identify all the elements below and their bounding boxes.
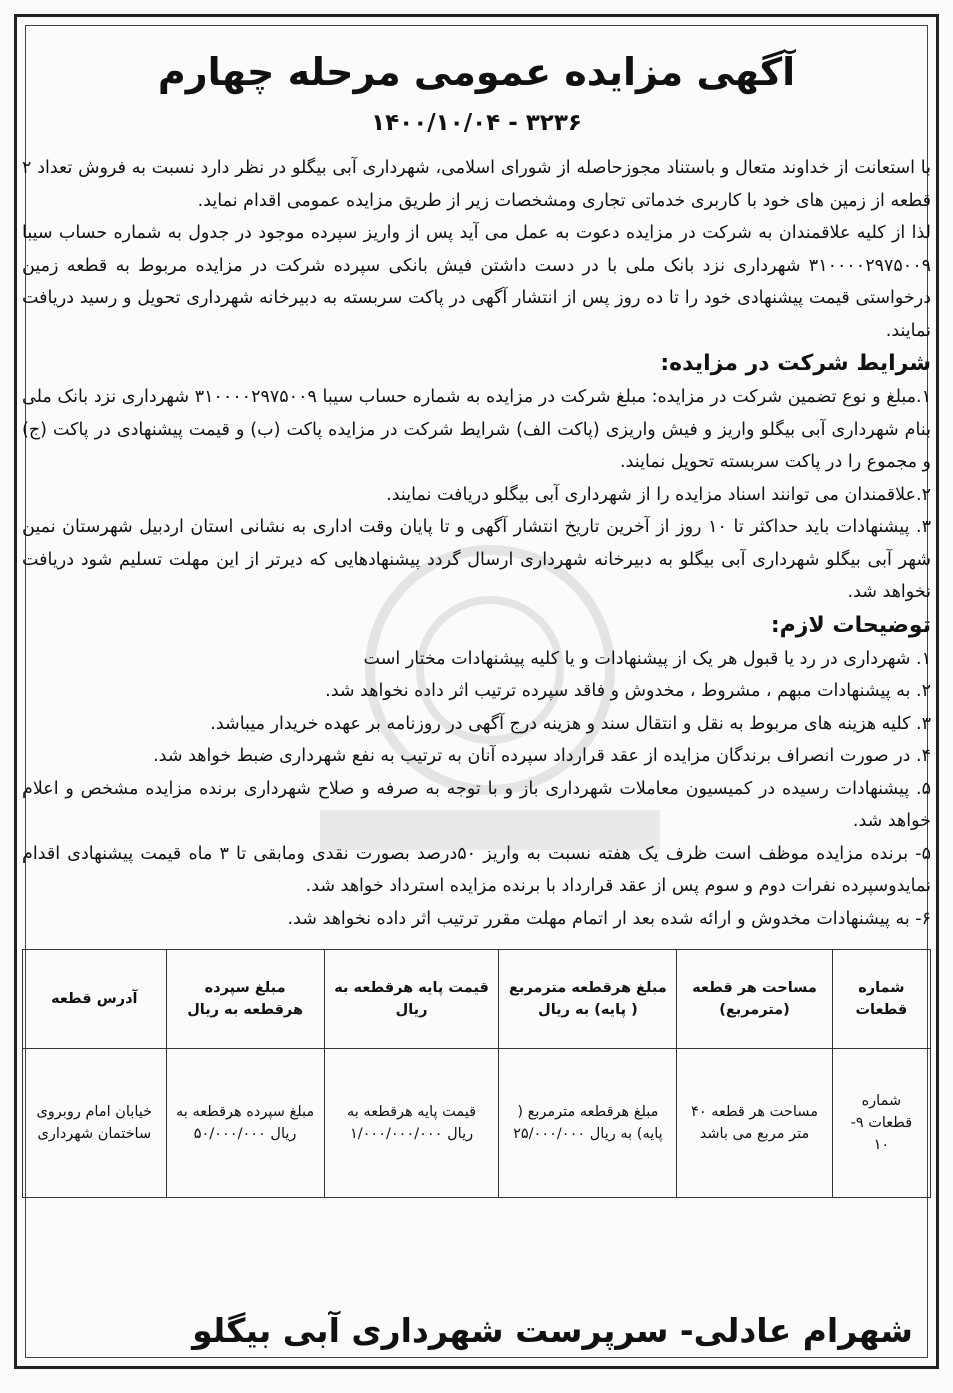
lots-table [22,949,931,1198]
header-base-price: قیمت پایه هرقطعه به ریال [324,950,499,1049]
note-item: ۳. کلیه هزینه های مربوط به نقل و انتقال سند و هزینه درج آگهی در روزنامه بر عهده خریدار میباشد. [210,713,931,734]
condition-item: ۲.علاقمندان می توانند اسناد مزایده را از شهرداری آبی بیگلو دریافت نمایند. [386,484,931,505]
cell-price-per-sqm: مبلغ هرقطعه مترمربع ( پایه) به ریال ۲۵/۰۰۰/۰۰۰ [499,1049,677,1198]
cell-base-price: قیمت پایه هرقطعه به ریال ۱/۰۰۰/۰۰۰/۰۰۰ [324,1049,499,1198]
note-item: ۶- به پیشنهادات مخدوش و ارائه شده بعد ار اتمام مهلت مقرر ترتیب اثر داده نخواهد شد. [287,908,931,929]
signature-line: شهرام عادلی- سرپرست شهرداری آبی بیگلو [192,1311,913,1350]
cell-deposit: مبلغ سپرده هرقطعه به ریال ۵۰/۰۰۰/۰۰۰ [166,1049,324,1198]
condition-item: ۱.مبلغ و نوع تضمین شرکت در مزایده: مبلغ شرکت در مزایده به شماره حساب سیبا ۳۱۰۰۰۰۲۹۷۵۰۰۹ شهرداری نزد بانک ملی بنام شهرداری آبی بیگلو واریز و فیش واریزی (پاکت الف) شرایط شرکت در مزایده پاکت (ب) و قیمت پیشنهادی در پاکت (ج) و مجموع را در پاکت سربسته تحویل نمایند. [22,387,931,472]
notice-body [22,46,931,1198]
cell-area: مساحت هر قطعه ۴۰ متر مربع می باشد [677,1049,832,1198]
header-deposit: مبلغ سپرده هرقطعه به ریال [166,950,324,1049]
table-row [23,1049,931,1198]
note-item: ۵- برنده مزایده موظف است ظرف یک هفته نسبت به واریز ۵۰درصد بصورت نقدی ومابقی تا ۳ ماه قیمت پیشنهادی اقدام نمایدوسپرده نفرات دوم و سوم پس از عقد قرارداد با برنده مزایده استرداد خواهد شد. [22,843,931,896]
note-item: ۵. پیشنهادات رسیده در کمیسیون معاملات شهرداری باز و با توجه به صرفه و صلاح شهرداری برنده مزایده مشخص و اعلام خواهد شد. [22,778,931,831]
intro-paragraph: با استعانت از خداوند متعال و باستناد مجوزحاصله از شورای اسلامی، شهرداری آبی بیگلو در نظر دارد نسبت به فروش تعداد ۲ قطعه از زمین های خود با کاربری خدماتی تجاری ومشخصات زیر از طریق مزایده عمومی اقدام نماید. [22,158,931,211]
invite-paragraph: لذا از کلیه علاقمندان به شرکت در مزایده دعوت به عمل می آید پس از واریز سپرده موجود در جدول به شماره حساب سیبا ۳۱۰۰۰۰۲۹۷۵۰۰۹ شهرداری نزد بانک ملی با در دست داشتن فیش بانکی سپرده شرکت در مزایده مربوط به قطعه زمین درخواستی قیمت پیشنهادی خود را تا ده روز پس از انتشار آگهی در پاکت سربسته به دبیرخانه شهرداری تحویل و رسید دریافت نمایند. [22,223,931,341]
header-price-per-sqm: مبلغ هرقطعه مترمربع ( پایه) به ریال [499,950,677,1049]
notice-title: آگهی مزایده عمومی مرحله چهارم [157,50,796,94]
cell-lot-number: شماره قطعات ۹- ۱۰ [832,1049,930,1198]
conditions-heading: شرایط شرکت در مزایده: [660,351,931,376]
notes-heading: توضیحات لازم: [770,612,931,638]
header-address: آدرس قطعه [23,950,167,1049]
note-item: ۲. به پیشنهادات مبهم ، مشروط ، مخدوش و فاقد سپرده ترتیب اثر داده نخواهد شد. [325,681,931,701]
table-header-row [23,950,931,1049]
condition-item: ۳. پیشنهادات باید حداکثر تا ۱۰ روز از آخرین تاریخ انتشار آگهی و تا پایان وقت اداری به نشانی استان اردبیل شهرستان نمین شهر آبی بیگلو شهرداری آبی بیگلو به دبیرخانه شهرداری ارسال گردد پیشنهادهایی که دیرتر از این مهلت تسلیم شود دریافت نخواهد شد. [22,517,931,602]
note-item: ۱. شهرداری در رد یا قبول هر یک از پیشنهادات و یا کلیه پیشنهادات مختار است [363,648,931,669]
cell-address: خیابان امام روبروی ساختمان شهرداری [23,1049,167,1198]
header-lot-number: شماره قطعات [832,950,930,1049]
note-item: ۴. در صورت انصراف برندگان مزایده از عقد قرارداد سپرده آنان به ترتیب به نفع شهرداری ضبط خواهد شد. [153,746,931,766]
notice-reference: ۳۲۳۶ - ۱۴۰۰/۱۰/۰۴ [371,110,582,136]
header-area: مساحت هر قطعه (مترمربع) [677,950,832,1049]
